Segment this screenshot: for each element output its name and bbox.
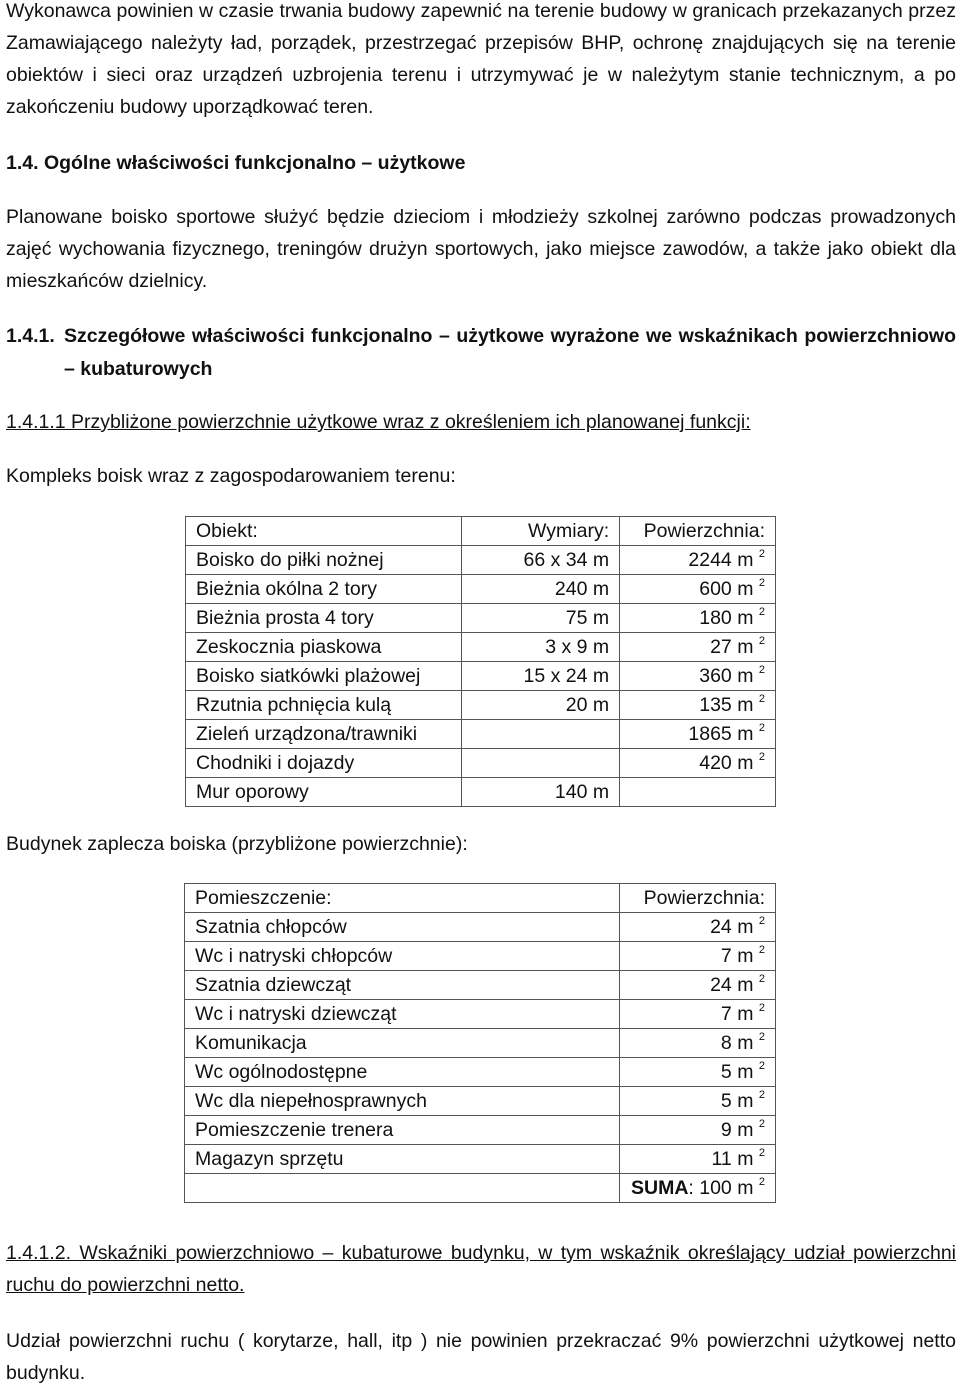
area-value: 27: [710, 636, 732, 658]
dimensions-cell: [461, 720, 619, 749]
complex-header-row: [186, 517, 776, 546]
section-1-4-1-text: Szczegółowe właściwości funkcjonalno – użytkowe wyrażone we wskaźnikach powierzchniowo – kubaturowych: [64, 325, 956, 380]
intro-paragraph: Wykonawca powinien w czasie trwania budowy zapewnić na terenie budowy w granicach przekazanych przez Zamawiającego należyty ład, porządek, przestrzegać przepisów BHP, ochronę znajdujących się na terenie obiektów i sieci oraz urządzeń uzbrojenia terenu i utrzymywać je w należytym stanie technicznym, a po zakończeniu budowy uporządkować teren.: [6, 0, 956, 118]
dimensions-cell: 75 m: [461, 604, 619, 633]
table-row: [186, 546, 776, 575]
table-row: [185, 971, 776, 1000]
area-unit-exponent: 2: [758, 944, 765, 956]
area-value: 9: [720, 1119, 732, 1141]
area-cell: [620, 913, 776, 942]
area-unit-exponent: 2: [758, 973, 765, 985]
dimensions-cell: 240 m: [461, 575, 619, 604]
complex-table: [185, 516, 776, 807]
area-cell: [620, 778, 776, 807]
section-1-4-1-1-heading: 1.4.1.1 Przybliżone powierzchnie użytkowe wraz z określeniem ich planowanej funkcji:: [6, 411, 751, 433]
area-unit-exponent: 2: [758, 1176, 765, 1188]
object-cell: Zieleń urządzona/trawniki: [186, 720, 462, 749]
area-cell: [620, 942, 776, 971]
area-unit: m: [737, 945, 754, 967]
section-1-4-1-heading: [6, 320, 956, 386]
object-cell: Zeskocznia piaskowa: [186, 633, 462, 662]
area-cell: [620, 971, 776, 1000]
area-unit-exponent: 2: [758, 1031, 765, 1043]
sum-empty-cell: [185, 1174, 620, 1203]
area-unit: m: [737, 974, 754, 996]
table-row: [186, 778, 776, 807]
table-row: [185, 1116, 776, 1145]
dimensions-cell: [461, 749, 619, 778]
table-row: [185, 1058, 776, 1087]
room-cell: Wc i natryski chłopców: [185, 942, 620, 971]
area-unit-exponent: 2: [758, 915, 765, 927]
area-unit-exponent: 2: [758, 606, 765, 618]
room-cell: Wc i natryski dziewcząt: [185, 1000, 620, 1029]
area-cell: [620, 1029, 776, 1058]
area-value: 24: [710, 974, 732, 996]
area-unit: m: [737, 578, 754, 600]
dimensions-cell: 15 x 24 m: [461, 662, 619, 691]
object-cell: Bieżnia prosta 4 tory: [186, 604, 462, 633]
area-cell: [620, 662, 776, 691]
area-value: 11: [711, 1148, 732, 1170]
area-unit-exponent: 2: [758, 1118, 765, 1130]
area-cell: [620, 1058, 776, 1087]
object-cell: Boisko do piłki nożnej: [186, 546, 462, 575]
area-unit: m: [737, 1119, 754, 1141]
object-cell: Boisko siatkówki plażowej: [186, 662, 462, 691]
building-label: Budynek zaplecza boiska (przybliżone powierzchnie):: [6, 833, 468, 855]
area-unit: m: [737, 665, 754, 687]
area-value: 135: [699, 694, 732, 716]
area-cell: [620, 575, 776, 604]
area-unit: m: [737, 636, 754, 658]
area-value: : 100: [688, 1177, 732, 1199]
area-cell: [620, 749, 776, 778]
dimensions-cell: 140 m: [461, 778, 619, 807]
table-row: [185, 1029, 776, 1058]
area-cell: [620, 604, 776, 633]
table-row: [186, 633, 776, 662]
area-value: 2244: [688, 549, 732, 571]
area-value: 1865: [688, 723, 732, 745]
table-row: [185, 1000, 776, 1029]
table-row: [186, 662, 776, 691]
area-value: 180: [699, 607, 732, 629]
table-row: [186, 720, 776, 749]
area-unit-exponent: 2: [758, 577, 765, 589]
room-cell: Szatnia chłopców: [185, 913, 620, 942]
building-table: [184, 883, 776, 1203]
header-area: Powierzchnia:: [620, 517, 776, 546]
area-value: 420: [699, 752, 732, 774]
area-unit-exponent: 2: [758, 751, 765, 763]
dimensions-cell: 3 x 9 m: [461, 633, 619, 662]
room-cell: Pomieszczenie trenera: [185, 1116, 620, 1145]
header-object: Obiekt:: [186, 517, 462, 546]
area-unit: m: [737, 1032, 754, 1054]
room-cell: Komunikacja: [185, 1029, 620, 1058]
table-row: [186, 575, 776, 604]
dimensions-cell: 20 m: [461, 691, 619, 720]
table-row: [185, 1087, 776, 1116]
area-value: 7: [720, 1003, 732, 1025]
area-cell: [620, 720, 776, 749]
object-cell: Rzutnia pchnięcia kulą: [186, 691, 462, 720]
area-unit-exponent: 2: [758, 1089, 765, 1101]
room-cell: Szatnia dziewcząt: [185, 971, 620, 1000]
area-unit: m: [737, 1090, 754, 1112]
room-cell: Wc dla niepełnosprawnych: [185, 1087, 620, 1116]
section-1-4-paragraph: Planowane boisko sportowe służyć będzie dzieciom i młodzieży szkolnej zarówno podczas prowadzonych zajęć wychowania fizycznego, treningów drużyn sportowych, jako miejsce zawodów, a także jako obiekt dla mieszkańców dzielnicy.: [6, 206, 956, 292]
area-cell: [620, 633, 776, 662]
area-unit: m: [737, 1061, 754, 1083]
room-cell: Magazyn sprzętu: [185, 1145, 620, 1174]
area-unit-exponent: 2: [758, 1060, 765, 1072]
object-cell: Bieżnia okólna 2 tory: [186, 575, 462, 604]
room-cell: Wc ogólnodostępne: [185, 1058, 620, 1087]
section-1-4-1-number: 1.4.1.: [6, 325, 55, 347]
area-unit: m: [737, 1177, 754, 1199]
area-value: 600: [699, 578, 732, 600]
area-unit-exponent: 2: [758, 548, 765, 560]
area-cell: [620, 691, 776, 720]
object-cell: Chodniki i dojazdy: [186, 749, 462, 778]
area-unit: m: [737, 1003, 754, 1025]
area-value: 8: [720, 1032, 732, 1054]
header-area: Powierzchnia:: [620, 884, 776, 913]
closing-paragraph: Udział powierzchni ruchu ( korytarze, hall, itp ) nie powinien przekraczać 9% powierzchni użytkowej netto budynku.: [6, 1330, 956, 1384]
area-value: 5: [720, 1061, 732, 1083]
area-unit-exponent: 2: [758, 1002, 765, 1014]
area-cell: [620, 546, 776, 575]
table-row: [185, 1145, 776, 1174]
area-unit: m: [737, 607, 754, 629]
area-unit: m: [737, 723, 754, 745]
area-unit-exponent: 2: [758, 664, 765, 676]
table-row: [186, 604, 776, 633]
area-value: 5: [720, 1090, 732, 1112]
header-room: Pomieszczenie:: [185, 884, 620, 913]
object-cell: Mur oporowy: [186, 778, 462, 807]
area-unit-exponent: 2: [758, 1147, 765, 1159]
area-unit: m: [737, 694, 754, 716]
area-cell: [620, 1000, 776, 1029]
area-unit: m: [737, 1148, 754, 1170]
area-unit-exponent: 2: [758, 693, 765, 705]
sum-row: [185, 1174, 776, 1203]
table-row: [185, 913, 776, 942]
area-cell: [620, 1087, 776, 1116]
sum-label: SUMA: [630, 1177, 689, 1199]
area-unit: m: [737, 752, 754, 774]
header-dimensions: Wymiary:: [461, 517, 619, 546]
area-value: 360: [699, 665, 732, 687]
section-1-4-1-2-heading: 1.4.1.2. Wskaźniki powierzchniowo – kubaturowe budynku, w tym wskaźnik określający udział powierzchni ruchu do powierzchni netto.: [6, 1242, 956, 1296]
area-unit: m: [737, 549, 754, 571]
section-1-4-heading: 1.4. Ogólne właściwości funkcjonalno – użytkowe: [6, 152, 466, 174]
area-cell: [620, 1145, 776, 1174]
sum-cell: [620, 1174, 776, 1203]
area-value: 7: [720, 945, 732, 967]
area-cell: [620, 1116, 776, 1145]
area-unit-exponent: 2: [758, 635, 765, 647]
area-unit-exponent: 2: [758, 722, 765, 734]
table-row: [186, 691, 776, 720]
area-unit: m: [737, 916, 754, 938]
complex-label: Kompleks boisk wraz z zagospodarowaniem terenu:: [6, 465, 456, 487]
table-row: [186, 749, 776, 778]
table-row: [185, 942, 776, 971]
dimensions-cell: 66 x 34 m: [461, 546, 619, 575]
building-header-row: [185, 884, 776, 913]
area-value: 24: [710, 916, 732, 938]
